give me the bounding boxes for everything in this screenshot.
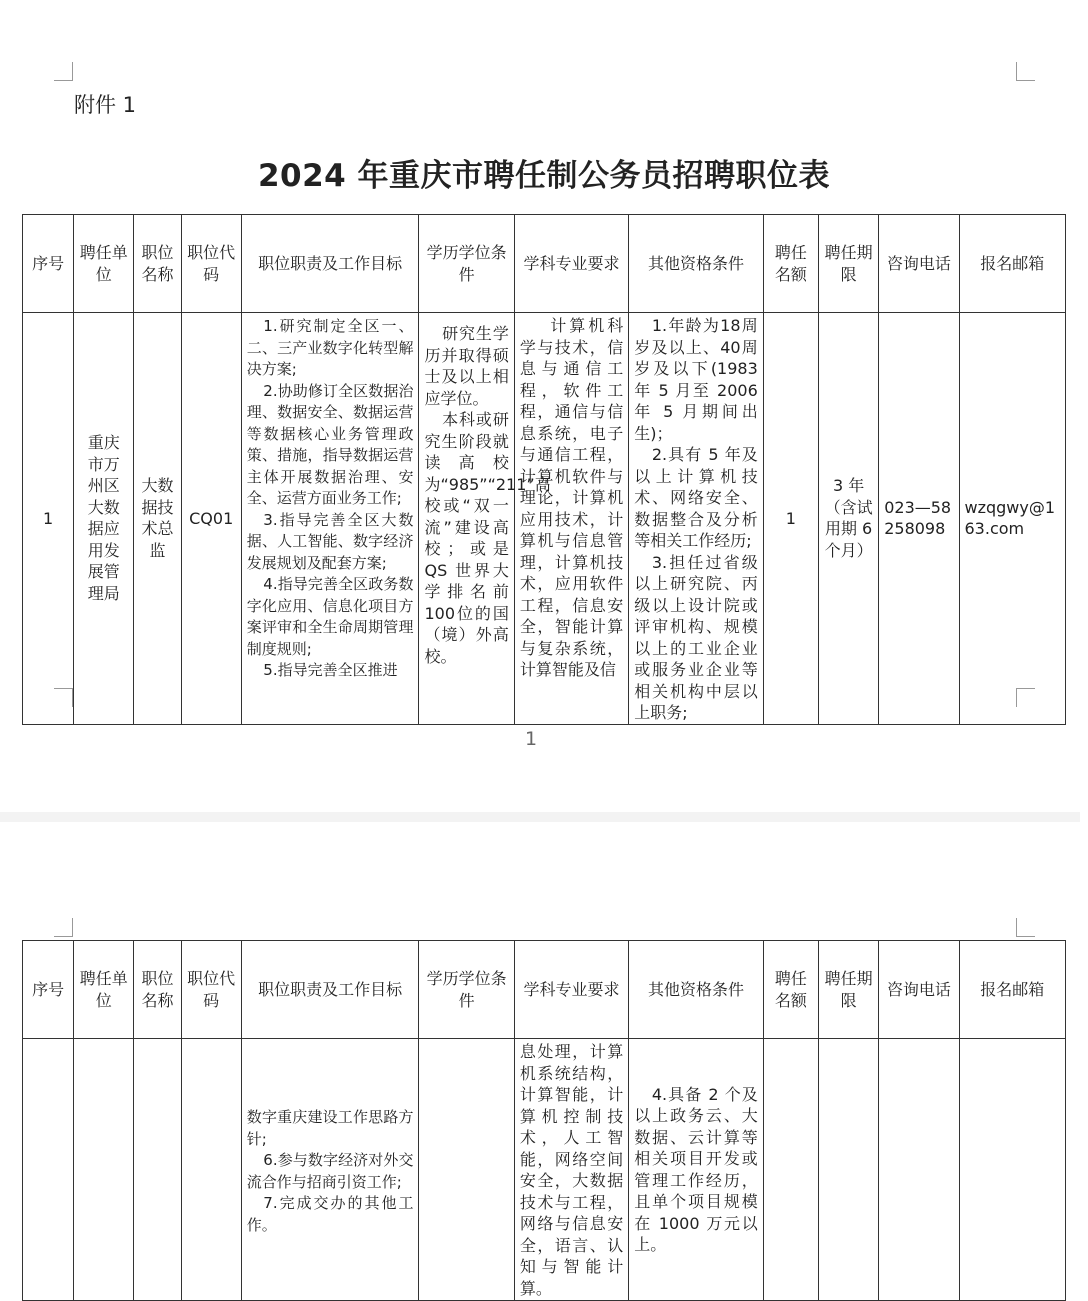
other-item: 4.具备 2 个及以上政务云、大数据、云计算等相关项目开发或管理工作经历，且单个项目规模在 1000 万元以上。: [634, 1084, 758, 1254]
cell-major: [514, 313, 628, 725]
header-position: 职位名称: [134, 941, 181, 1039]
cell-empty: [879, 1039, 959, 1301]
other-item: 3.担任过省级以上研究院、丙级以上设计院或评审机构、规模以上的工业企业或服务业企业等相关机构中层以上职务;: [634, 552, 758, 722]
cell-duties: [241, 313, 419, 725]
page-2: [0, 822, 1080, 1298]
table-row-continued: [23, 1039, 1066, 1301]
cell-empty: [74, 1039, 134, 1301]
duty-item: 6.参与数字经济对外交流合作与招商引资工作;: [246, 1151, 414, 1191]
cell-empty: [959, 1039, 1066, 1301]
header-seq: 序号: [23, 215, 74, 313]
duty-item: 数字重庆建设工作思路方针;: [246, 1108, 414, 1148]
table-header-row: [23, 941, 1066, 1039]
header-duties: 职位职责及工作目标: [241, 215, 419, 313]
header-unit: 聘任单位: [74, 215, 134, 313]
education-item: 本科或研究生阶段就读高校为“985”“211”高校或“双一流”建设高校；或是 QS 世界大学排名前100位的国（境）外高校。: [424, 410, 551, 666]
document-title: 2024 年重庆市聘任制公务员招聘职位表: [257, 158, 831, 194]
header-unit: 聘任单位: [74, 941, 134, 1039]
header-email: 报名邮箱: [959, 215, 1066, 313]
duty-item: 7.完成交办的其他工作。: [246, 1194, 414, 1234]
crop-mark: [1016, 918, 1035, 937]
cell-empty: [23, 1039, 74, 1301]
crop-mark: [54, 62, 73, 81]
cell-other: [629, 313, 764, 725]
header-education: 学历学位条 件: [419, 941, 514, 1039]
header-other: 其他资格条件: [629, 215, 764, 313]
cell-duties: [241, 1039, 419, 1301]
duty-item: 5.指导完善全区推进: [263, 661, 398, 679]
cell-other: [629, 1039, 764, 1301]
header-term: 聘任期限: [818, 215, 878, 313]
header-phone: 咨询电话: [879, 941, 959, 1039]
duty-item: 3.指导完善全区大数据、人工智能、数字经济发展规划及配套方案;: [246, 510, 414, 572]
header-position: 职位名称: [134, 215, 181, 313]
header-code: 职位代码: [181, 941, 241, 1039]
cell-quota: 1: [763, 313, 818, 725]
duty-item: 4.指导完善全区政务数字化应用、信息化项目方案评审和全生命周期管理制度规则;: [246, 575, 414, 658]
education-item: 研究生学历并取得硕士及以上相应学位。: [424, 324, 509, 408]
cell-code: CQ01: [181, 313, 241, 725]
table-row: [23, 313, 1066, 725]
cell-term: 3 年（含试用期 6 个月）: [818, 313, 878, 725]
header-education: 学历学位条 件: [419, 215, 514, 313]
header-major: 学科专业要求: [514, 941, 628, 1039]
position-table-continued: [22, 940, 1066, 1301]
header-phone: 咨询电话: [879, 215, 959, 313]
major-text: 息处理，计算机系统结构，计算智能，计算机控制技术，人工智能，网络空间安全，大数据技术与工程，网络与信息安全，语言、认知与智能计算。: [519, 1042, 624, 1298]
cell-major: [514, 1039, 628, 1301]
position-table: [22, 214, 1066, 725]
page-separator: [0, 812, 1080, 822]
header-term: 聘任期限: [818, 941, 878, 1039]
cell-empty: [763, 1039, 818, 1301]
major-text: 计算机科学与技术，信息与通信工程，软件工程，通信与信息系统，电子与通信工程，计算机软件与理论，计算机应用技术，计算机与信息管理，计算机技术，应用软件工程，信息安全，智能计算与复杂系统，计算智能及信: [519, 316, 624, 679]
crop-mark: [54, 918, 73, 937]
duty-item: 1.研究制定全区一、二、三产业数字化转型解决方案;: [246, 317, 414, 378]
header-duties: 职位职责及工作目标: [241, 941, 419, 1039]
cell-email: wzqgwy@163.com: [959, 313, 1066, 725]
header-quota: 聘任名额: [763, 941, 818, 1039]
header-other: 其他资格条件: [629, 941, 764, 1039]
header-code: 职位代码: [181, 215, 241, 313]
other-item: 2.具有 5 年及以上计算机技术、网络安全、数据整合及分析等相关工作经历;: [634, 445, 758, 550]
cell-empty: [818, 1039, 878, 1301]
crop-mark: [1016, 62, 1035, 81]
other-item: 1.年龄为18周岁及以上、40周岁及以下(1983 年 5 月至 2006 年 5 月期间出生)；: [634, 316, 758, 443]
cell-empty: [134, 1039, 181, 1301]
table-header-row: [23, 215, 1066, 313]
cell-unit: 重庆市万州区大数据应用发展管理局: [74, 313, 134, 725]
cell-empty: [419, 1039, 514, 1301]
cell-empty: [181, 1039, 241, 1301]
header-seq: 序号: [23, 941, 74, 1039]
header-major: 学科专业要求: [514, 215, 628, 313]
duty-item: 2.协助修订全区数据治理、数据安全、数据运营等数据核心业务管理政策、措施，指导数据运营主体开展数据治理、安全、运营方面业务工作;: [246, 381, 414, 507]
header-quota: 聘任名额: [763, 215, 818, 313]
cell-phone: 023—58258098: [879, 313, 959, 725]
header-email: 报名邮箱: [959, 941, 1066, 1039]
page-number: 1: [525, 728, 538, 750]
attachment-label: 附件 1: [74, 93, 137, 117]
cell-seq: 1: [23, 313, 74, 725]
cell-education: [419, 313, 551, 725]
cell-position: 大数据技术总监: [134, 313, 181, 725]
